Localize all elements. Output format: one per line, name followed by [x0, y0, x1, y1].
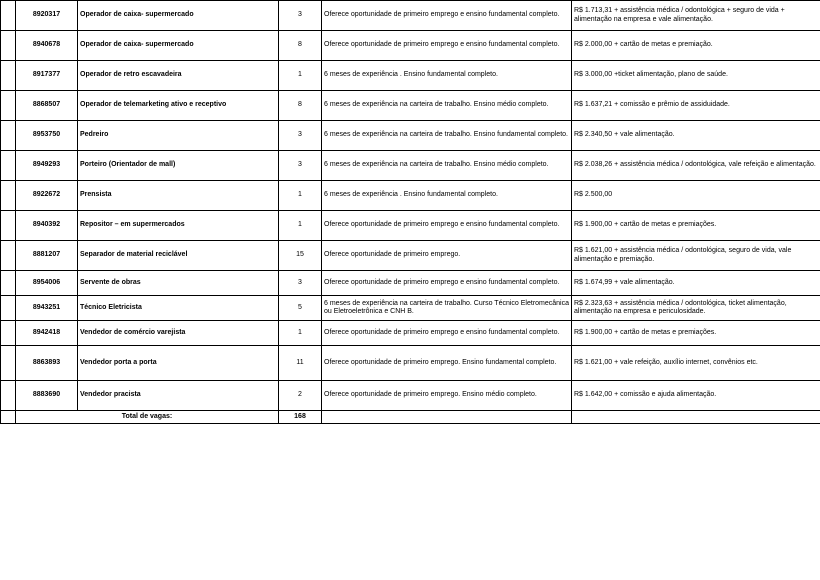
job-title: Repositor – em supermercados [78, 211, 279, 241]
row-margin-cell [1, 241, 16, 271]
job-vacancies: 15 [279, 241, 322, 271]
job-title: Pedreiro [78, 121, 279, 151]
job-title: Prensista [78, 181, 279, 211]
job-benefits: R$ 2.000,00 + cartão de metas e premiação. [572, 31, 820, 61]
row-margin-cell [1, 211, 16, 241]
job-requirements: Oferece oportunidade de primeiro emprego e ensino fundamental completo. [322, 1, 572, 31]
table-row [1, 271, 820, 296]
row-margin-cell [1, 381, 16, 411]
job-requirements: 6 meses de experiência na carteira de trabalho. Ensino médio completo. [322, 151, 572, 181]
job-vacancies: 1 [279, 181, 322, 211]
table-row [1, 1, 820, 31]
row-margin-cell [1, 296, 16, 321]
job-title: Técnico Eletricista [78, 296, 279, 321]
job-benefits: R$ 1.900,00 + cartão de metas e premiações. [572, 211, 820, 241]
job-requirements: Oferece oportunidade de primeiro emprego. Ensino fundamental completo. [322, 346, 572, 381]
job-benefits: R$ 1.900,00 + cartão de metas e premiações. [572, 321, 820, 346]
job-vacancies: 1 [279, 321, 322, 346]
job-vacancies: 3 [279, 271, 322, 296]
table-row [1, 211, 820, 241]
job-title: Vendedor pracista [78, 381, 279, 411]
row-margin-cell [1, 151, 16, 181]
job-rows [1, 1, 820, 424]
job-requirements: Oferece oportunidade de primeiro emprego. Ensino médio completo. [322, 381, 572, 411]
job-code: 8881207 [16, 241, 78, 271]
job-code: 8940678 [16, 31, 78, 61]
job-benefits: R$ 1.621,00 + assistência médica / odontológica, seguro de vida, vale alimentação e premiação. [572, 241, 820, 271]
table-row [1, 91, 820, 121]
table-row [1, 241, 820, 271]
table-row [1, 296, 820, 321]
row-margin-cell [1, 61, 16, 91]
job-benefits: R$ 3.000,00 +ticket alimentação, plano de saúde. [572, 61, 820, 91]
table-row [1, 31, 820, 61]
job-title: Operador de retro escavadeira [78, 61, 279, 91]
total-empty-cell [572, 411, 820, 424]
total-vacancies: 168 [279, 411, 322, 424]
job-title: Vendedor porta a porta [78, 346, 279, 381]
table-row [1, 181, 820, 211]
total-label: Total de vagas: [16, 411, 279, 424]
row-margin-cell [1, 346, 16, 381]
job-requirements: Oferece oportunidade de primeiro emprego e ensino fundamental completo. [322, 211, 572, 241]
row-margin-cell [1, 411, 16, 424]
job-benefits: R$ 1.674,99 + vale alimentação. [572, 271, 820, 296]
job-vacancies: 3 [279, 151, 322, 181]
job-code: 8940392 [16, 211, 78, 241]
job-vacancies: 11 [279, 346, 322, 381]
table-row [1, 321, 820, 346]
job-vacancies: 8 [279, 91, 322, 121]
job-code: 8920317 [16, 1, 78, 31]
row-margin-cell [1, 1, 16, 31]
table-row [1, 151, 820, 181]
job-title: Servente de obras [78, 271, 279, 296]
job-code: 8922672 [16, 181, 78, 211]
table-row [1, 61, 820, 91]
job-code: 8949293 [16, 151, 78, 181]
total-empty-cell [322, 411, 572, 424]
table-row [1, 381, 820, 411]
job-title: Separador de material reciclável [78, 241, 279, 271]
job-benefits: R$ 1.637,21 + comissão e prêmio de assiduidade. [572, 91, 820, 121]
table-row [1, 121, 820, 151]
row-margin-cell [1, 31, 16, 61]
job-requirements: 6 meses de experiência na carteira de trabalho. Ensino médio completo. [322, 91, 572, 121]
job-title: Vendedor de comércio varejista [78, 321, 279, 346]
job-code: 8953750 [16, 121, 78, 151]
job-benefits: R$ 1.642,00 + comissão e ajuda alimentação. [572, 381, 820, 411]
job-requirements: 6 meses de experiência na carteira de trabalho. Ensino fundamental completo. [322, 121, 572, 151]
job-code: 8917377 [16, 61, 78, 91]
job-vacancies: 5 [279, 296, 322, 321]
job-title: Operador de caixa- supermercado [78, 1, 279, 31]
job-benefits: R$ 2.323,63 + assistência médica / odontológica, ticket alimentação, alimentação na empresa e periculosidade. [572, 296, 820, 321]
job-benefits: R$ 2.500,00 [572, 181, 820, 211]
job-requirements: Oferece oportunidade de primeiro emprego e ensino fundamental completo. [322, 271, 572, 296]
job-code: 8942418 [16, 321, 78, 346]
job-requirements: Oferece oportunidade de primeiro emprego. [322, 241, 572, 271]
job-requirements: 6 meses de experiência na carteira de trabalho. Curso Técnico Eletromecânica ou Eletroeletrônica e CNH B. [322, 296, 572, 321]
table-row [1, 346, 820, 381]
job-vacancies: 2 [279, 381, 322, 411]
row-margin-cell [1, 91, 16, 121]
job-title: Operador de telemarketing ativo e receptivo [78, 91, 279, 121]
job-vacancies: 3 [279, 121, 322, 151]
job-requirements: 6 meses de experiência . Ensino fundamental completo. [322, 181, 572, 211]
job-requirements: Oferece oportunidade de primeiro emprego e ensino fundamental completo. [322, 321, 572, 346]
job-vacancies: 1 [279, 61, 322, 91]
job-code: 8943251 [16, 296, 78, 321]
job-benefits: R$ 2.038,26 + assistência médica / odontológica, vale refeição e alimentação. [572, 151, 820, 181]
job-vacancies: 3 [279, 1, 322, 31]
row-margin-cell [1, 271, 16, 296]
total-row [1, 411, 820, 424]
job-code: 8868507 [16, 91, 78, 121]
job-title: Operador de caixa- supermercado [78, 31, 279, 61]
job-vacancies: 8 [279, 31, 322, 61]
row-margin-cell [1, 181, 16, 211]
job-benefits: R$ 2.340,50 + vale alimentação. [572, 121, 820, 151]
job-requirements: 6 meses de experiência . Ensino fundamental completo. [322, 61, 572, 91]
job-code: 8954006 [16, 271, 78, 296]
job-vacancies: 1 [279, 211, 322, 241]
job-code: 8863893 [16, 346, 78, 381]
job-code: 8883690 [16, 381, 78, 411]
job-benefits: R$ 1.621,00 + vale refeição, auxílio internet, convênios etc. [572, 346, 820, 381]
job-title: Porteiro (Orientador de mall) [78, 151, 279, 181]
job-benefits: R$ 1.713,31 + assistência médica / odontológica + seguro de vida + alimentação na empresa e vale alimentação. [572, 1, 820, 31]
job-requirements: Oferece oportunidade de primeiro emprego e ensino fundamental completo. [322, 31, 572, 61]
row-margin-cell [1, 321, 16, 346]
row-margin-cell [1, 121, 16, 151]
